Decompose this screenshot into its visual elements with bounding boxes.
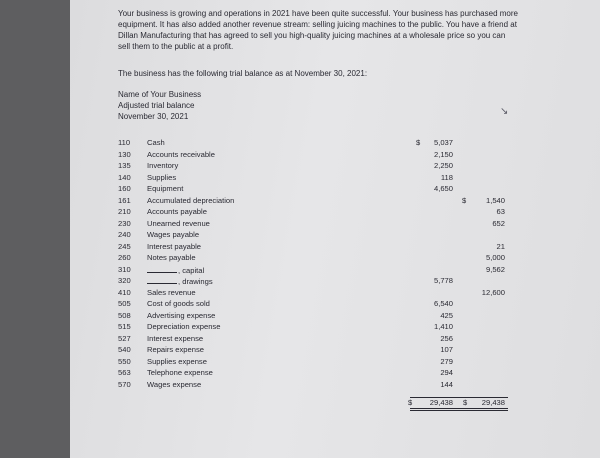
account-name-text: , capital — [178, 265, 205, 275]
totals-debit-dollar: $ — [408, 398, 413, 407]
totals-double-rule-1 — [410, 408, 508, 409]
account-name — [147, 276, 213, 287]
account-number: 508 — [118, 310, 131, 320]
table-row — [70, 150, 600, 160]
table-row — [70, 357, 600, 367]
account-name: Interest payable — [147, 241, 202, 251]
account-number: 260 — [118, 253, 131, 262]
table-row — [70, 265, 600, 275]
account-name: Cash — [147, 138, 165, 147]
account-name: Accumulated depreciation — [147, 195, 235, 205]
account-number: 160 — [118, 184, 131, 193]
debit-amount: 294 — [440, 368, 453, 377]
account-name: Cost of goods sold — [147, 299, 210, 308]
debit-amount: 4,650 — [433, 184, 453, 193]
owner-name-blank — [147, 276, 177, 284]
business-name: Name of Your Business — [118, 90, 202, 99]
totals-row — [70, 397, 600, 408]
table-row — [70, 196, 600, 206]
account-name: Equipment — [147, 184, 184, 193]
account-number: 110 — [118, 138, 131, 147]
credit-amount: 652 — [492, 218, 505, 228]
account-number: 320 — [118, 276, 131, 285]
table-row — [70, 322, 600, 332]
table-row — [70, 334, 600, 344]
debit-amount: 256 — [440, 333, 453, 343]
account-name: Repairs expense — [147, 345, 204, 354]
account-number: 527 — [118, 333, 131, 343]
account-name: Sales revenue — [147, 287, 196, 297]
account-name: Wages payable — [147, 230, 200, 239]
account-number: 540 — [118, 345, 131, 354]
table-row — [70, 184, 600, 194]
table-row — [70, 299, 600, 309]
table-row — [70, 138, 600, 148]
debit-dollar-sign: $ — [416, 138, 421, 147]
account-number: 210 — [118, 207, 131, 216]
account-number: 570 — [118, 379, 131, 389]
owner-name-blank — [147, 265, 177, 273]
account-number: 515 — [118, 322, 131, 331]
account-name: Wages expense — [147, 379, 202, 389]
account-number: 140 — [118, 172, 131, 182]
account-name: Unearned revenue — [147, 218, 210, 228]
totals-credit-dollar: $ — [463, 398, 468, 407]
account-number: 230 — [118, 218, 131, 228]
account-name: Inventory — [147, 161, 179, 170]
table-row — [70, 161, 600, 171]
debit-amount: 107 — [440, 345, 453, 354]
debit-amount: 425 — [440, 310, 453, 320]
statement-date: November 30, 2021 — [118, 112, 189, 121]
account-number: 245 — [118, 241, 131, 251]
credit-amount: 1,540 — [485, 195, 505, 205]
account-name: Advertising expense — [147, 310, 216, 320]
account-name-text: , drawings — [178, 277, 213, 286]
table-row — [70, 207, 600, 217]
totals-credit: 29,438 — [481, 398, 505, 407]
trial-balance-intro: The business has the following trial balance as at November 30, 2021: — [118, 69, 368, 78]
credit-amount: 12,600 — [481, 287, 505, 297]
document-page — [70, 0, 600, 458]
debit-amount: 144 — [440, 379, 453, 389]
table-row — [70, 276, 600, 286]
debit-amount: 279 — [440, 356, 453, 366]
account-number: 130 — [118, 149, 131, 159]
table-row — [70, 368, 600, 378]
table-row — [70, 345, 600, 355]
intro-paragraph: Your business is growing and operations in 2021 have been quite successful. Your business has purchased more equipment. It has also added another revenue stream: selling juicing machines to the public. You have a friend at Dillan Manufacturing that has agreed to sell you high-quality juicing machines at a wholesale price so you can sell them to the public at a profit. — [118, 9, 518, 51]
account-number: 135 — [118, 161, 131, 170]
account-number: 161 — [118, 195, 131, 205]
debit-amount: 2,250 — [433, 161, 453, 170]
credit-dollar-sign: $ — [462, 195, 467, 205]
totals-double-rule-2 — [410, 410, 508, 411]
credit-amount: 9,562 — [485, 264, 505, 274]
credit-amount: 63 — [496, 207, 505, 216]
account-number: 550 — [118, 356, 131, 366]
account-name: Supplies expense — [147, 356, 207, 366]
table-row — [70, 288, 600, 298]
debit-amount: 118 — [440, 172, 453, 182]
account-name: Supplies — [147, 172, 177, 182]
account-name: Depreciation expense — [147, 322, 221, 331]
account-name: Interest expense — [147, 333, 204, 343]
table-row — [70, 173, 600, 183]
table-row — [70, 380, 600, 390]
mouse-cursor-icon: ↘ — [500, 106, 509, 117]
credit-amount: 5,000 — [485, 253, 505, 262]
debit-amount: 6,540 — [433, 299, 453, 308]
account-number: 505 — [118, 299, 131, 308]
account-number: 410 — [118, 287, 131, 297]
account-name: Telephone expense — [147, 368, 213, 377]
debit-amount: 2,150 — [433, 149, 453, 159]
account-number: 563 — [118, 368, 131, 377]
account-name: Accounts payable — [147, 207, 207, 216]
table-row — [70, 311, 600, 321]
credit-amount: 21 — [496, 241, 505, 251]
statement-title: Adjusted trial balance — [118, 101, 195, 110]
account-name — [147, 265, 204, 276]
table-row — [70, 219, 600, 229]
account-number: 240 — [118, 230, 131, 239]
debit-amount: 5,778 — [433, 276, 453, 285]
debit-amount: 5,037 — [433, 138, 453, 147]
table-row — [70, 242, 600, 252]
debit-amount: 1,410 — [433, 322, 453, 331]
totals-debit: 29,438 — [429, 398, 453, 407]
account-name: Notes payable — [147, 253, 196, 262]
account-name: Accounts receivable — [147, 149, 215, 159]
account-number: 310 — [118, 264, 131, 274]
table-row — [70, 230, 600, 240]
table-row — [70, 253, 600, 263]
